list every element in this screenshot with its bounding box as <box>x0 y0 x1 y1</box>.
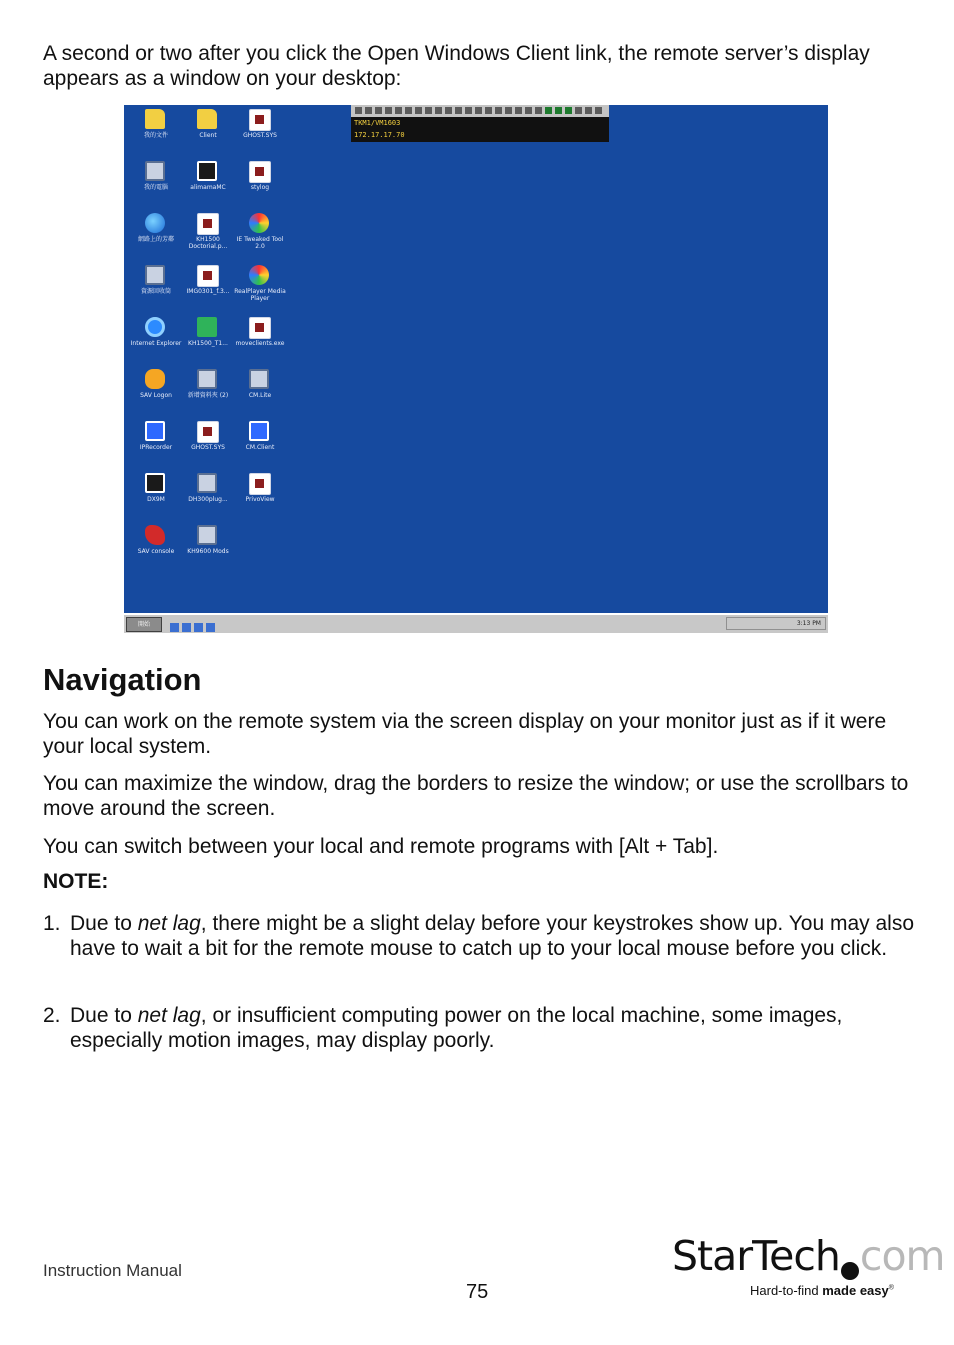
app-icon <box>145 421 165 441</box>
desktop-icon-label: KH1500 Doctorial.p... <box>188 236 228 250</box>
desktop-icon[interactable] <box>130 315 182 367</box>
desktop-icon-label: PrivoView <box>245 496 275 503</box>
document-icon <box>249 473 271 495</box>
desktop-icon[interactable] <box>234 419 286 471</box>
desktop-icon-label: DX9M <box>147 496 165 503</box>
desktop-icon[interactable] <box>182 211 234 263</box>
desktop-icon-label: GHOST.SYS <box>191 444 225 451</box>
desktop-icon-label: 新增資料夾 (2) <box>187 392 229 399</box>
paragraph-1: You can work on the remote system via the screen display on your monitor just as if it were your local system. <box>43 710 887 758</box>
network-icon <box>197 317 217 337</box>
app-icon <box>145 525 165 545</box>
quick-launch-icon[interactable] <box>182 623 191 632</box>
desktop-icon-label: 我的電腦 <box>143 184 168 191</box>
desktop-icon-label: CM.Client <box>245 444 275 451</box>
desktop-icon-label: IMG0301_f.3... <box>186 288 230 295</box>
status-line-1: TKM1/VM1603 <box>354 119 401 127</box>
desktop-icon[interactable] <box>234 263 286 315</box>
desktop-icon[interactable] <box>182 263 234 315</box>
system-tray <box>726 617 826 630</box>
desktop-icon[interactable] <box>234 211 286 263</box>
desktop-icon-label: stylog <box>250 184 270 191</box>
app-icon <box>197 369 217 389</box>
note-number: 1. <box>43 912 61 935</box>
desktop-icon[interactable] <box>234 107 286 159</box>
desktop-icon-label: SAV Logon <box>140 392 172 399</box>
quick-launch-icon[interactable] <box>170 623 179 632</box>
desktop-icon[interactable] <box>130 263 182 315</box>
app-icon <box>197 525 217 545</box>
desktop-icon[interactable] <box>182 523 234 575</box>
desktop-icon[interactable] <box>182 107 234 159</box>
color-icon <box>249 213 269 233</box>
desktop-icon[interactable] <box>130 419 182 471</box>
desktop-icon[interactable] <box>130 471 182 523</box>
desktop-icon-label: KH1500_T1... <box>188 340 228 347</box>
folder-icon <box>197 109 217 129</box>
remote-desktop-screenshot <box>124 105 828 633</box>
quick-launch-icon[interactable] <box>206 623 215 632</box>
recycle-bin-icon <box>145 265 165 285</box>
player-icon <box>249 265 269 285</box>
app-icon <box>197 473 217 493</box>
note-text: Due to net lag, there might be a slight delay before your keystrokes show up. You may also have to wait a bit for the remote mouse to catch up to your local mouse before you click. <box>70 912 915 960</box>
logo-dot-icon <box>841 1262 859 1280</box>
page-number: 75 <box>466 1281 489 1303</box>
status-line-2: 172.17.17.70 <box>354 131 405 139</box>
app-icon <box>249 421 269 441</box>
quick-launch-icon[interactable] <box>194 623 203 632</box>
paragraph-2: You can maximize the window, drag the borders to resize the window; or use the scrollbars to move around the screen. <box>43 772 909 820</box>
desktop-icon-label: CM.Lite <box>248 392 272 399</box>
desktop-icon[interactable] <box>182 367 234 419</box>
desktop-icon-label: GHOST.SYS <box>243 132 277 139</box>
document-icon <box>197 421 219 443</box>
document-icon <box>249 109 271 131</box>
note-text: Due to net lag, or insufficient computing power on the local machine, some images, especially motion images, may display poorly. <box>70 1004 843 1052</box>
desktop-icon-label: DH300plug... <box>188 496 228 503</box>
kvm-status-panel <box>351 117 609 142</box>
app-icon <box>249 369 269 389</box>
section-heading: Navigation <box>43 662 202 697</box>
document-icon <box>197 265 219 287</box>
folder-icon <box>145 109 165 129</box>
desktop-icon[interactable] <box>234 315 286 367</box>
desktop-icon-label: alimamaMC <box>190 184 226 191</box>
monitor-icon <box>145 473 165 493</box>
desktop-icon-label: IPRecorder <box>139 444 173 451</box>
shortcut-icon <box>145 369 165 389</box>
desktop-icon[interactable] <box>130 367 182 419</box>
startech-logo: StarTech com <box>672 1232 945 1280</box>
paragraph-3: You can switch between your local and remote programs with [Alt + Tab]. <box>43 835 719 858</box>
desktop-icon-label: 資源回收筒 <box>140 288 171 295</box>
desktop-icon[interactable] <box>182 419 234 471</box>
desktop-icon-label: SAV console <box>137 548 175 555</box>
footer-manual-label: Instruction Manual <box>43 1261 182 1280</box>
desktop-icon-label: Internet Explorer <box>130 340 182 347</box>
document-icon <box>249 161 271 183</box>
desktop-icon[interactable] <box>234 159 286 211</box>
desktop-icon-label: IE Tweaked Tool 2.0 <box>236 236 284 250</box>
desktop-icon[interactable] <box>130 523 182 575</box>
desktop-icon[interactable] <box>130 159 182 211</box>
desktop-icon[interactable] <box>182 159 234 211</box>
desktop-icon-label: Client <box>199 132 217 139</box>
desktop-icon[interactable] <box>130 107 182 159</box>
desktop-icon-label: 我的文件 <box>143 132 168 139</box>
document-icon <box>249 317 271 339</box>
desktop-icon[interactable] <box>182 471 234 523</box>
internet-explorer-icon <box>145 317 165 337</box>
intro-paragraph: A second or two after you click the Open Windows Client link, the remote server’s display appears as a window on your desktop: <box>43 42 870 90</box>
windows-taskbar <box>124 613 828 633</box>
desktop-icon-grid <box>130 107 290 575</box>
desktop-icon[interactable] <box>234 471 286 523</box>
desktop-icon[interactable] <box>182 315 234 367</box>
quick-launch <box>170 619 218 633</box>
desktop-icon-label: KH9600 Mods <box>187 548 229 555</box>
logo-tagline: Hard-to-find made easy® <box>750 1283 894 1298</box>
desktop-icon-label: moveclients.exe <box>235 340 285 347</box>
network-icon <box>145 213 165 233</box>
desktop-icon-label: 網路上的芳鄰 <box>137 236 174 243</box>
document-icon <box>197 213 219 235</box>
app-icon <box>197 161 217 181</box>
start-button[interactable]: 開始 <box>126 617 162 632</box>
desktop-icon[interactable] <box>130 211 182 263</box>
desktop-icon[interactable] <box>234 367 286 419</box>
note-number: 2. <box>43 1004 61 1027</box>
clock: 3:13 PM <box>796 620 821 627</box>
desktop-icon-label: RealPlayer Media Player <box>234 288 286 302</box>
note-label: NOTE: <box>43 870 109 893</box>
computer-icon <box>145 161 165 181</box>
